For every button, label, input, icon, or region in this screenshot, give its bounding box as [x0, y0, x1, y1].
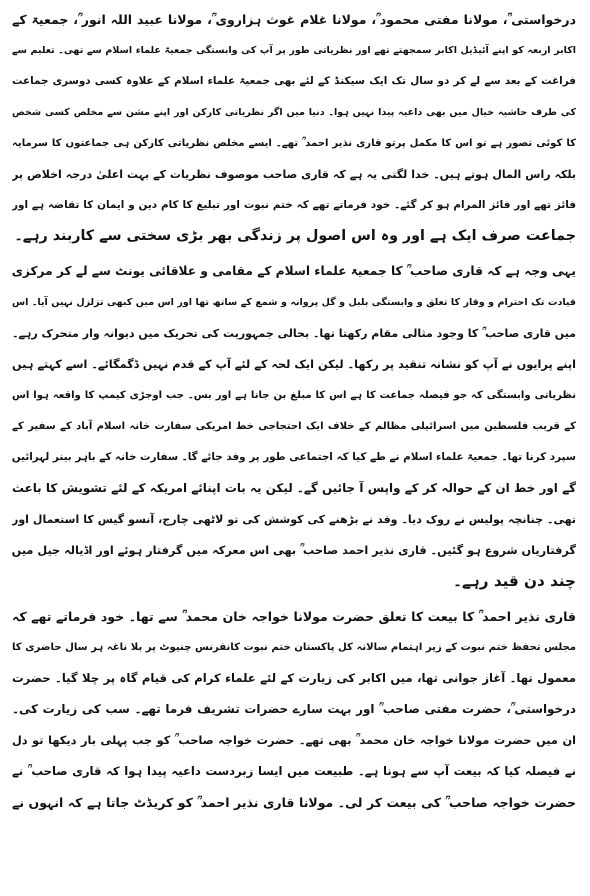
text-line: تھی۔ چنانچہ پولیس نے روک دیا۔ وفد نے بڑھنے کی کوشش کی تو لاٹھی چارج، آنسو گیس کا استعمال اور: [12, 513, 576, 526]
text-line: جماعت صرف ایک ہے اور وہ اس اصول پر زندگی بھر بڑی سختی سے کاربند رہے۔: [14, 228, 576, 244]
text-line: اکابر اربعہ کو اپنے آئیڈیل اکابر سمجھتے تھے اور نظریاتی طور پر آپ کی وابستگی جمعیۃ علماء اسلام سے تھی۔ تعلیم سے: [12, 45, 576, 56]
text-line: کا کوئی تصور ہے تو اس کا مکمل پرتو قاری نذیر احمد ؒ تھے۔ ایسے مخلص نظریاتی کارکن ہی جماعتوں کا سرمایہ: [12, 138, 576, 149]
text-line: فائز تھے اور فائز المرام ہو کر گئے۔ خود فرماتے تھے کہ ختم نبوت اور تبلیغ کا کام دین و ایمان کا تقاضہ ہے اور: [12, 199, 576, 211]
text-line: درخواستی ؒ، حضرت مفتی صاحب ؒ اور بہت سارے حضرات تشریف فرما تھے۔ سب کی زیارت کی۔: [12, 702, 576, 716]
text-line: اپنے پرایوں نے آپ کو نشانہ تنقید پر رکھا۔ لیکن ایک لحہ کے لئے آپ کے قدم نہیں ڈگمگائے۔ اسے کہتے ہیں: [12, 358, 576, 371]
text-line: نظریاتی وابستگی کہ جو فیصلہ جماعت کا ہے اس کا مبلغ بن جانا ہے اور بس۔ جب اوجڑی کیمپ کا واقعہ ہوا اس: [12, 390, 576, 401]
text-line: ان میں حضرت مولانا خواجہ خان محمد ؒ بھی تھے۔ حضرت خواجہ صاحب ؒ کو جب پہلی بار دیکھا تو دل: [12, 734, 576, 747]
text-line: معمول تھا۔ آغاز جوانی تھا، میں اکابر کی زیارت کے لئے علماء کرام کی قیام گاہ پر چلا گیا۔ حضرت: [12, 671, 576, 685]
text-line: درخواستی ؒ، مولانا مفتی محمود ؒ، مولانا غلام غوث ہزاروی ؒ، مولانا عبید اللہ انور ؒ، جمعیۃ کے: [12, 12, 576, 27]
paragraph-2: [12, 256, 576, 597]
text-line: میں قاری صاحب ؒ کا وجود مثالی مقام رکھتا تھا۔ بحالی جمہوریت کی تحریک میں دیوانہ وار متحرک رہے۔: [12, 327, 576, 340]
text-line: یہی وجہ ہے کہ قاری صاحب ؒ کا جمعیۃ علماء اسلام کے مقامی و علاقائی یونٹ سے لے کر مرکزی: [12, 264, 576, 278]
text-line: حضرت خواجہ صاحب ؒ کی بیعت کر لی۔ مولانا قاری نذیر احمد ؒ کو کریڈٹ جاتا ہے کہ انہوں نے: [12, 795, 576, 810]
paragraph-1: [12, 4, 576, 252]
text-line: گے اور خط ان کے حوالہ کر کے واپس آ جائیں گے۔ لیکن یہ بات اپنائے امریکہ کے لئے تشویش کا باعث: [12, 481, 576, 495]
text-line: کی طرف حاشیہ خیال میں بھی داعیہ پیدا نہیں ہوا۔ دنیا میں اگر نظریاتی کارکن اور اپنے مشن سے مخلص کسی شخص: [12, 107, 576, 118]
text-line: قیادت تک احترام و وقار کا تعلق و وابستگی بلبل و گل پروانہ و شمع کے ساتھ تھا اور اس میں کبھی تزلزل نہیں آیا۔ اس: [12, 297, 576, 308]
text-line: گرفتاریاں شروع ہو گئیں۔ قاری نذیر احمد صاحب ؒ بھی اس معرکہ میں گرفتار ہوئے اور اڈیالہ جیل میں: [12, 544, 576, 557]
text-line: سپرد کرنا تھا۔ جمعیۃ علماء اسلام نے طے کیا کہ اجتماعی طور پر وفد جائے گا۔ سفارت خانہ کے باہر بینر لہرائیں: [12, 451, 576, 463]
text-line: قاری نذیر احمد ؒ کا بیعت کا تعلق حضرت مولانا خواجہ خان محمد ؒ سے تھا۔ خود فرماتے تھے کہ: [12, 609, 576, 624]
text-line: نے فیصلہ کیا کہ بیعت آپ سے ہونا ہے۔ طبیعت میں ایسا زبردست داعیہ پیدا ہوا کہ قاری صاحب ؒ نے: [12, 764, 576, 778]
text-line: بلکہ راس المال ہوتے ہیں۔ خدا لگتی یہ ہے کہ قاری صاحب موصوف نظریات کے بہت اعلیٰ درجہ اخلاص پر: [12, 168, 576, 181]
text-line: فراغت کے بعد سے لے کر دو سال تک ایک سیکنڈ کے لئے بھی جمعیۃ علماء اسلام کے علاوہ کسی دوسری جماعت: [12, 75, 576, 87]
text-line: مجلس تحفظ ختم نبوت کے زیر اہتمام سالانہ کل پاکستان ختم نبوت کانفرنس چنیوٹ پر بلا ناغہ ہر سال حاضری کا: [12, 642, 576, 653]
text-line: چند دن قید رہے۔: [453, 572, 576, 590]
text-line: کے قریب فلسطین میں اسرائیلی مظالم کے خلاف ایک احتجاجی خط امریکی سفارت خانہ اسلام آباد کے سفیر کے: [12, 421, 576, 432]
paragraph-3: [12, 601, 576, 818]
